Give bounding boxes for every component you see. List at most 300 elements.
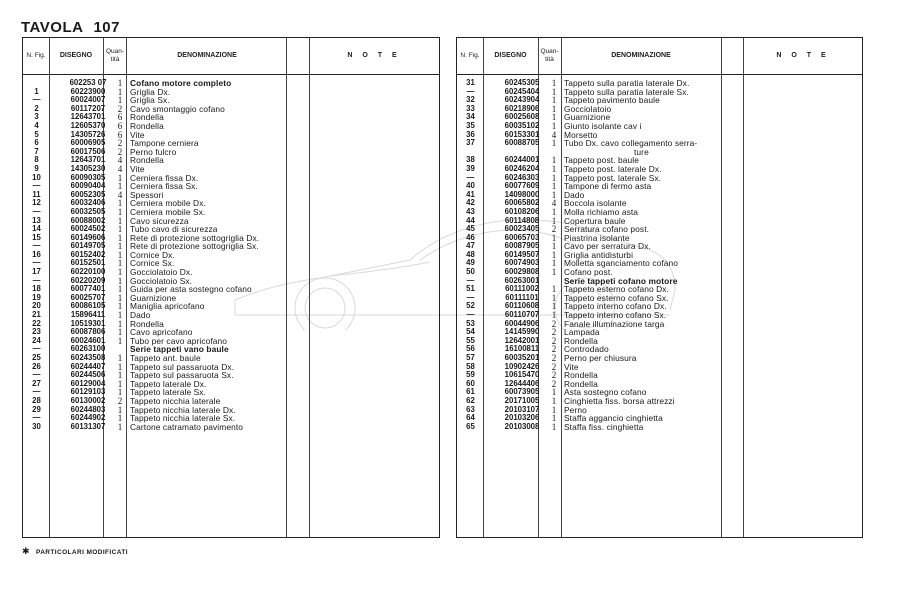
quantity: 4: [551, 129, 557, 140]
figure-number: —: [32, 387, 41, 397]
description: Griglia antidisturbi: [564, 249, 634, 260]
quantity: 1: [551, 78, 557, 88]
quantity: 1: [117, 232, 123, 243]
quantity: 1: [117, 284, 123, 295]
description: Cofano motore completo: [130, 78, 232, 88]
quantity: 1: [551, 112, 557, 123]
quantity: 2: [551, 361, 557, 372]
figure-number: 40: [466, 181, 475, 191]
description: Tappeto laterale Sx.: [130, 387, 207, 398]
figure-number: 29: [32, 404, 41, 414]
quantity: 1: [117, 387, 123, 398]
figure-number: 52: [466, 301, 475, 311]
part-number: 14305726: [70, 129, 106, 139]
figure-number: 38: [466, 155, 475, 165]
part-number: 60244506: [70, 370, 106, 380]
quantity: 1: [117, 404, 123, 415]
quantity: 1: [551, 206, 557, 217]
quantity: 1: [551, 155, 557, 166]
quantity: 1: [117, 370, 123, 381]
part-number: 60077401: [70, 284, 106, 294]
header-denominazione: DENOMINAZIONE: [177, 52, 237, 59]
part-number: 60129103: [70, 387, 106, 397]
figure-number: 8: [34, 155, 39, 165]
figure-number: —: [32, 413, 41, 423]
quantity: 1: [551, 181, 557, 192]
quantity: 1: [117, 353, 123, 363]
description: Rondella: [564, 378, 598, 389]
figure-number: 57: [466, 353, 475, 362]
quantity: 1: [551, 258, 557, 269]
part-number: 16100811: [504, 344, 540, 354]
part-number: 60220100: [70, 267, 106, 277]
quantity: 1: [117, 267, 123, 278]
figure-number: 45: [466, 224, 475, 234]
quantity: 1: [117, 258, 123, 269]
parts-table-right: [456, 37, 863, 538]
part-number: 60149507: [504, 249, 540, 259]
part-number: 60218906: [504, 103, 540, 113]
table-number: 107: [93, 19, 120, 36]
quantity: 1: [117, 172, 123, 183]
quantity: 2: [551, 318, 557, 329]
part-number: 60065802: [504, 198, 540, 208]
quantity: 1: [551, 267, 557, 278]
description: Lampada: [564, 327, 600, 338]
part-number: 60244902: [70, 413, 106, 423]
quantity: 1: [551, 189, 557, 200]
part-number: 60149705: [70, 241, 106, 251]
figure-number: 30: [32, 421, 41, 431]
part-number: 60130002: [70, 395, 106, 405]
figure-number: 28: [32, 395, 41, 405]
description: Serie tappeti cofano motore: [564, 275, 678, 286]
figure-number: 53: [466, 318, 475, 328]
description-continuation: ture: [634, 146, 649, 157]
description: Griglia Sx.: [130, 95, 170, 106]
part-number: 60006905: [70, 138, 106, 148]
figure-number: 13: [32, 215, 41, 225]
part-number: 60052305: [70, 189, 106, 199]
table-body: [457, 79, 862, 431]
quantity: 1: [117, 181, 123, 192]
quantity: 2: [117, 395, 123, 406]
description: Rete di protezione sottogriglia Sx.: [130, 241, 259, 252]
part-number: 60243508: [70, 353, 106, 362]
quantity: 1: [551, 103, 557, 114]
figure-number: 16: [32, 249, 41, 259]
quantity: 1: [551, 138, 557, 149]
figure-number: 58: [466, 361, 475, 371]
description: Morsetto: [564, 129, 598, 140]
part-number: 60110608: [504, 301, 540, 311]
figure-number: 65: [466, 421, 475, 431]
description: Perno per chiusura: [564, 353, 637, 363]
figure-number: 43: [466, 206, 475, 216]
figure-number: 46: [466, 232, 475, 242]
quantity: 1: [551, 241, 557, 252]
part-number: 60032406: [70, 198, 106, 208]
part-number: 60023405: [504, 224, 540, 234]
quantity: 1: [117, 198, 123, 209]
part-number: 60090404: [70, 181, 106, 191]
quantity: 1: [117, 249, 123, 260]
table-body: [23, 79, 439, 431]
description: Cerniera mobile Sx.: [130, 206, 206, 217]
description: Tappeto laterale Dx.: [130, 378, 207, 389]
part-number: 60111101: [505, 292, 539, 302]
part-number: 60087905: [504, 241, 540, 251]
part-number: 60223900: [70, 86, 106, 96]
table-header: [457, 38, 862, 75]
description: Griglia Dx.: [130, 86, 171, 97]
quantity: 1: [551, 120, 557, 131]
table-row: [457, 423, 862, 432]
figure-number: 42: [466, 198, 475, 208]
description: Fanale illuminazione targa: [564, 318, 665, 329]
table-header: [23, 38, 439, 75]
description: Serratura cofano post.: [564, 224, 650, 235]
quantity: 4: [117, 163, 123, 174]
part-number: 60090305: [70, 172, 106, 182]
figure-number: —: [32, 344, 41, 354]
part-number: 60088705: [504, 138, 540, 148]
footnote: [22, 546, 128, 557]
description: Vite: [130, 163, 145, 174]
quantity: 1: [117, 275, 123, 286]
figure-number: 34: [466, 112, 475, 122]
quantity: 1: [117, 206, 123, 217]
figure-number: 4: [34, 120, 39, 130]
description: Vite: [564, 361, 579, 372]
description: Piastrina isolante: [564, 232, 630, 243]
part-number: 60035201: [504, 353, 540, 362]
description-line: Tubo Dx. cavo collegamento serra-: [564, 138, 698, 149]
description: Perno: [564, 404, 587, 415]
figure-number: 9: [34, 163, 39, 173]
part-number: 10615470: [504, 370, 540, 380]
figure-number: 22: [32, 318, 41, 328]
part-number: 60077609: [504, 181, 540, 191]
figure-number: 24: [32, 335, 41, 345]
quantity: 6: [117, 120, 123, 131]
part-number: 60110707: [504, 310, 540, 320]
quantity: 2: [117, 146, 123, 157]
figure-number: 60: [466, 378, 475, 388]
header-fig: N. Fig.: [460, 52, 480, 59]
quantity: 1: [117, 318, 123, 329]
description: Rondella: [130, 120, 164, 131]
description: [564, 139, 729, 156]
part-number: 12642001: [504, 335, 540, 345]
description: Guarnizione: [564, 112, 611, 123]
description: Molletta sganciamento cofano: [564, 258, 679, 269]
quantity: 1: [117, 78, 123, 88]
quantity: 4: [117, 189, 123, 200]
quantity: 1: [117, 421, 123, 432]
part-number: 60245305: [504, 78, 540, 87]
description: Spessori: [130, 189, 164, 200]
quantity: 1: [117, 310, 123, 321]
quantity: 1: [117, 413, 123, 424]
part-number: 60088002: [70, 215, 106, 225]
figure-number: 37: [466, 138, 475, 148]
part-number: 60246204: [504, 163, 540, 173]
part-number: 60025608: [504, 112, 540, 122]
figure-number: 21: [32, 310, 41, 320]
quantity: 4: [117, 155, 123, 166]
figure-number: —: [466, 292, 475, 302]
quantity: 1: [117, 95, 123, 106]
description: Rondella: [130, 155, 164, 166]
figure-number: —: [466, 310, 475, 320]
description: Tappeto nicchia laterale: [130, 395, 221, 406]
figure-number: 3: [34, 112, 39, 122]
quantity: 2: [117, 138, 123, 149]
description: Serie tappeti vano baule: [130, 344, 229, 355]
header-note: N O T E: [347, 52, 401, 59]
part-number: 60087806: [70, 327, 106, 337]
description: Cinghietta fiss. borsa attrezzi: [564, 395, 675, 406]
description: Boccola isolante: [564, 198, 627, 209]
part-number: 20103008: [504, 421, 540, 431]
description: Cerniera fissa Dx.: [130, 172, 199, 183]
description: Tampone di fermo asta: [564, 181, 652, 192]
figure-number: 41: [466, 189, 475, 199]
part-number: 60263001: [504, 275, 540, 285]
description: Cartone catramato pavimento: [130, 421, 244, 432]
quantity: 1: [551, 172, 557, 183]
description: Rondella: [564, 370, 598, 381]
part-number: 60244803: [70, 404, 106, 414]
part-number: 14305230: [70, 163, 106, 173]
part-number: 60244001: [504, 155, 540, 165]
quantity: 1: [117, 335, 123, 346]
figure-number: 39: [466, 163, 475, 173]
description: Asta sostegno cofano: [564, 387, 647, 398]
part-number: 60246303: [504, 172, 540, 182]
part-number: 60114808: [504, 215, 540, 225]
quantity: 1: [117, 327, 123, 338]
figure-number: 47: [466, 241, 475, 251]
figure-number: —: [32, 181, 41, 191]
description: Cavo per serratura Dx.: [564, 241, 651, 252]
figure-number: 10: [32, 172, 41, 182]
description: Tappeto post. baule: [564, 155, 640, 166]
quantity: 1: [551, 404, 557, 415]
asterisk-icon: ✱: [22, 546, 30, 556]
description: Cerniera fissa Sx.: [130, 181, 198, 192]
description: Rondella: [130, 112, 164, 123]
quantity: 1: [551, 387, 557, 398]
description: Cofano post.: [564, 267, 613, 278]
header-disegno: DISEGNO: [59, 52, 93, 59]
part-number: 60263100: [70, 344, 106, 354]
description: Rete di protezione sottogriglia Dx.: [130, 232, 260, 243]
description: Tubo per cavo apricofano: [130, 335, 228, 346]
description: Gocciolatoio Dx.: [130, 267, 193, 278]
part-number: 60108206: [504, 206, 540, 216]
description: Copertura baule: [564, 215, 626, 226]
description: Cavo smontaggio cofano: [130, 103, 225, 114]
table-row: [23, 423, 439, 432]
quantity: 1: [551, 310, 557, 321]
part-number: 12643701: [70, 112, 106, 122]
quantity: 6: [117, 129, 123, 140]
part-number: 14145990: [504, 327, 540, 337]
part-number: 60065703: [504, 232, 540, 242]
figure-number: 33: [466, 103, 475, 113]
description: Tappeto pavimento baule: [564, 95, 660, 106]
header-note: N O T E: [776, 52, 830, 59]
figure-number: 48: [466, 249, 475, 259]
quantity: 1: [117, 378, 123, 389]
quantity: 2: [551, 327, 557, 338]
figure-number: 23: [32, 327, 41, 337]
figure-number: 20: [32, 301, 41, 311]
figure-number: 26: [32, 361, 41, 371]
quantity: 1: [117, 224, 123, 235]
figure-number: 15: [32, 232, 41, 242]
figure-number: 62: [466, 395, 475, 405]
part-number: 20103206: [504, 413, 540, 423]
description: Gocciolatoio Sx.: [130, 275, 193, 286]
part-number: 10519301: [70, 318, 106, 328]
figure-number: 61: [466, 387, 475, 397]
description: Tampone cerniera: [130, 138, 199, 149]
figure-number: 50: [466, 267, 475, 277]
description: Tappeto sulla paratia laterale Sx.: [564, 86, 689, 97]
quantity: 1: [551, 232, 557, 243]
description: Tappeto interno cofano Sx.: [564, 310, 667, 321]
quantity: 1: [551, 292, 557, 303]
part-number: 60025707: [70, 292, 106, 302]
part-number: 20171005: [504, 395, 540, 405]
quantity: 1: [551, 249, 557, 260]
figure-number: 11: [32, 189, 41, 199]
quantity: 6: [117, 112, 123, 123]
description: Cornice Sx.: [130, 258, 175, 269]
part-number: 60073905: [504, 387, 540, 397]
part-number: 60152402: [70, 249, 106, 259]
quantity: 1: [117, 292, 123, 303]
description: Vite: [130, 129, 145, 140]
quantity: 1: [551, 86, 557, 97]
description: Tappeto sul passaruota Dx.: [130, 361, 235, 372]
description: Cerniera mobile Dx.: [130, 198, 206, 209]
description: Guida per asta sostegno cofano: [130, 284, 252, 295]
description: Cornice Dx.: [130, 249, 175, 260]
figure-number: 54: [466, 327, 475, 337]
figure-number: 31: [466, 78, 475, 87]
description: Tappeto interno cofano Dx.: [564, 301, 667, 312]
quantity: 2: [551, 335, 557, 346]
description: Tappeto esterno cofano Sx.: [564, 292, 669, 303]
figure-number: 17: [32, 267, 41, 277]
part-number: 60131307: [70, 421, 106, 431]
quantity: 1: [117, 301, 123, 312]
part-number: 60245404: [504, 86, 540, 96]
description: Rondella: [564, 335, 598, 346]
figure-number: 32: [466, 95, 475, 105]
part-number: 10902426: [504, 361, 540, 371]
figure-number: 56: [466, 344, 475, 354]
figure-number: 25: [32, 353, 41, 362]
figure-number: —: [32, 95, 41, 105]
figure-number: 35: [466, 120, 475, 130]
figure-number: 49: [466, 258, 475, 268]
description: Cavo apricofano: [130, 327, 193, 338]
figure-number: 64: [466, 413, 475, 423]
part-number: 60017506: [70, 146, 106, 156]
part-number: 12643701: [70, 155, 106, 165]
description: Tappeto sul passaruota Sx.: [130, 370, 234, 381]
description: Dado: [564, 189, 585, 200]
part-number: 20103107: [504, 404, 540, 414]
part-number: 60111002: [505, 284, 539, 294]
description: Staffa aggancio cinghietta: [564, 413, 663, 424]
part-number: 60129004: [70, 378, 106, 388]
description: Molla richiamo asta: [564, 206, 639, 217]
figure-number: 2: [34, 103, 39, 113]
parts-table-left: [22, 37, 440, 538]
quantity: 1: [551, 163, 557, 174]
quantity: 2: [117, 103, 123, 114]
figure-number: 27: [32, 378, 41, 388]
header-denominazione: DENOMINAZIONE: [611, 52, 671, 59]
figure-number: —: [466, 172, 475, 182]
part-number: 60086105: [70, 301, 106, 311]
title-label: TAVOLA: [21, 19, 84, 36]
part-number: 60149606: [70, 232, 106, 242]
part-number: 60117207: [70, 103, 106, 113]
description: Tappeto nicchia laterale Dx.: [130, 404, 236, 415]
part-number: 60024007: [70, 95, 106, 105]
part-number: 60029808: [504, 267, 540, 277]
quantity: 2: [551, 370, 557, 381]
quantity: 1: [551, 421, 557, 432]
description: Tappeto post. laterale Sx.: [564, 172, 662, 183]
part-number: 60035102: [504, 120, 540, 130]
header-fig: N. Fig.: [26, 52, 46, 59]
quantity: 1: [551, 95, 557, 106]
figure-number: —: [466, 86, 475, 96]
figure-number: 59: [466, 370, 475, 380]
figure-number: 18: [32, 284, 41, 294]
part-number: 12605370: [70, 120, 106, 130]
part-number: 14098000: [504, 189, 540, 199]
part-number: 60024601: [70, 335, 106, 345]
quantity: 2: [551, 224, 557, 235]
part-number: 60032505: [70, 206, 106, 216]
description: Perno fulcro: [130, 146, 177, 157]
header-quantita: Quan-tità: [105, 48, 125, 63]
part-number: 602253 07: [69, 78, 107, 87]
footnote-text: PARTICOLARI MODIFICATI: [35, 549, 128, 556]
figure-number: 14: [32, 224, 41, 234]
figure-number: 19: [32, 292, 41, 302]
description: Controdado: [564, 344, 609, 355]
figure-number: 12: [32, 198, 41, 208]
quantity: 1: [117, 86, 123, 97]
part-number: 60153301: [504, 129, 540, 139]
header-quantita: Quan-tità: [540, 48, 559, 63]
quantity: 1: [551, 215, 557, 226]
part-number: 60243904: [504, 95, 540, 105]
part-number: 60152501: [70, 258, 106, 268]
part-number: 60244407: [70, 361, 106, 371]
figure-number: 36: [466, 129, 475, 139]
